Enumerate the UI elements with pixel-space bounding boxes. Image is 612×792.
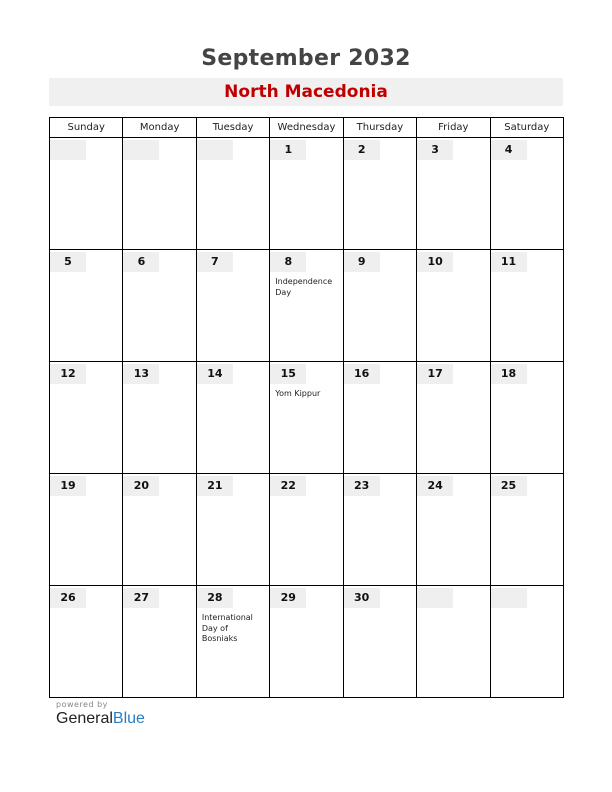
day-cell bbox=[270, 586, 343, 698]
weekday-header: Wednesday bbox=[270, 118, 343, 138]
day-number bbox=[491, 588, 527, 608]
weekday-header: Sunday bbox=[50, 118, 123, 138]
day-cell bbox=[343, 138, 416, 250]
day-number: 23 bbox=[344, 476, 380, 496]
holiday-label: Independence Day bbox=[275, 277, 333, 297]
holiday-label: Yom Kippur bbox=[275, 389, 321, 398]
day-cell bbox=[196, 362, 269, 474]
day-number: 25 bbox=[491, 476, 527, 496]
day-number: 14 bbox=[197, 364, 233, 384]
weekday-header: Saturday bbox=[490, 118, 563, 138]
day-cell bbox=[196, 474, 269, 586]
calendar-grid bbox=[49, 117, 564, 698]
brand-blue: Blue bbox=[112, 710, 145, 727]
day-number: 26 bbox=[50, 588, 86, 608]
day-cell bbox=[270, 474, 343, 586]
day-number bbox=[197, 140, 233, 160]
day-number: 1 bbox=[270, 140, 306, 160]
day-number: 13 bbox=[123, 364, 159, 384]
day-cell bbox=[343, 362, 416, 474]
day-number: 3 bbox=[417, 140, 453, 160]
day-cell bbox=[123, 362, 196, 474]
day-number: 7 bbox=[197, 252, 233, 272]
day-cell bbox=[196, 138, 269, 250]
day-cell bbox=[343, 474, 416, 586]
day-number: 15 bbox=[270, 364, 306, 384]
weekday-header: Thursday bbox=[343, 118, 416, 138]
day-cell bbox=[50, 586, 123, 698]
day-number: 22 bbox=[270, 476, 306, 496]
weekday-header: Monday bbox=[123, 118, 196, 138]
calendar-week-row bbox=[50, 250, 564, 362]
day-number: 6 bbox=[123, 252, 159, 272]
day-number: 30 bbox=[344, 588, 380, 608]
powered-by-text: powered by bbox=[56, 700, 108, 709]
day-number: 8 bbox=[270, 252, 306, 272]
weekday-header: Tuesday bbox=[196, 118, 269, 138]
footer bbox=[56, 700, 145, 728]
day-cell bbox=[490, 138, 563, 250]
day-cell bbox=[490, 474, 563, 586]
day-cell bbox=[50, 250, 123, 362]
day-number: 4 bbox=[491, 140, 527, 160]
day-number: 16 bbox=[344, 364, 380, 384]
brand-general: General bbox=[56, 710, 113, 727]
day-number: 29 bbox=[270, 588, 306, 608]
day-number: 27 bbox=[123, 588, 159, 608]
day-cell bbox=[123, 586, 196, 698]
day-number: 2 bbox=[344, 140, 380, 160]
day-cell bbox=[270, 362, 343, 474]
day-number bbox=[417, 588, 453, 608]
day-cell bbox=[270, 138, 343, 250]
day-number bbox=[50, 140, 86, 160]
day-number: 9 bbox=[344, 252, 380, 272]
day-cell bbox=[417, 250, 490, 362]
day-cell bbox=[50, 138, 123, 250]
day-cell bbox=[123, 474, 196, 586]
country-name: North Macedonia bbox=[49, 78, 563, 106]
day-cell bbox=[490, 250, 563, 362]
day-number: 5 bbox=[50, 252, 86, 272]
day-cell bbox=[343, 250, 416, 362]
day-number: 18 bbox=[491, 364, 527, 384]
day-number bbox=[123, 140, 159, 160]
day-cell bbox=[50, 362, 123, 474]
day-cell bbox=[270, 250, 343, 362]
weekday-header: Friday bbox=[417, 118, 490, 138]
day-number: 20 bbox=[123, 476, 159, 496]
day-cell bbox=[123, 250, 196, 362]
day-cell bbox=[417, 362, 490, 474]
day-number: 11 bbox=[491, 252, 527, 272]
day-cell bbox=[196, 250, 269, 362]
calendar-week-row bbox=[50, 362, 564, 474]
day-number: 24 bbox=[417, 476, 453, 496]
day-cell bbox=[417, 474, 490, 586]
day-cell bbox=[196, 586, 269, 698]
day-cell bbox=[50, 474, 123, 586]
calendar-week-row bbox=[50, 586, 564, 698]
day-number: 21 bbox=[197, 476, 233, 496]
calendar-week-row bbox=[50, 138, 564, 250]
day-number: 17 bbox=[417, 364, 453, 384]
day-number: 19 bbox=[50, 476, 86, 496]
calendar-title: September 2032 bbox=[201, 46, 411, 71]
calendar-week-row bbox=[50, 474, 564, 586]
day-number: 12 bbox=[50, 364, 86, 384]
day-cell bbox=[490, 362, 563, 474]
day-cell bbox=[417, 586, 490, 698]
day-cell bbox=[343, 586, 416, 698]
day-cell bbox=[417, 138, 490, 250]
weekday-header-row bbox=[50, 118, 564, 138]
holiday-label: International Day of Bosniaks bbox=[201, 613, 253, 643]
day-number: 10 bbox=[417, 252, 453, 272]
day-cell bbox=[490, 586, 563, 698]
day-cell bbox=[123, 138, 196, 250]
brand-logo bbox=[56, 710, 145, 728]
day-number: 28 bbox=[197, 588, 233, 608]
